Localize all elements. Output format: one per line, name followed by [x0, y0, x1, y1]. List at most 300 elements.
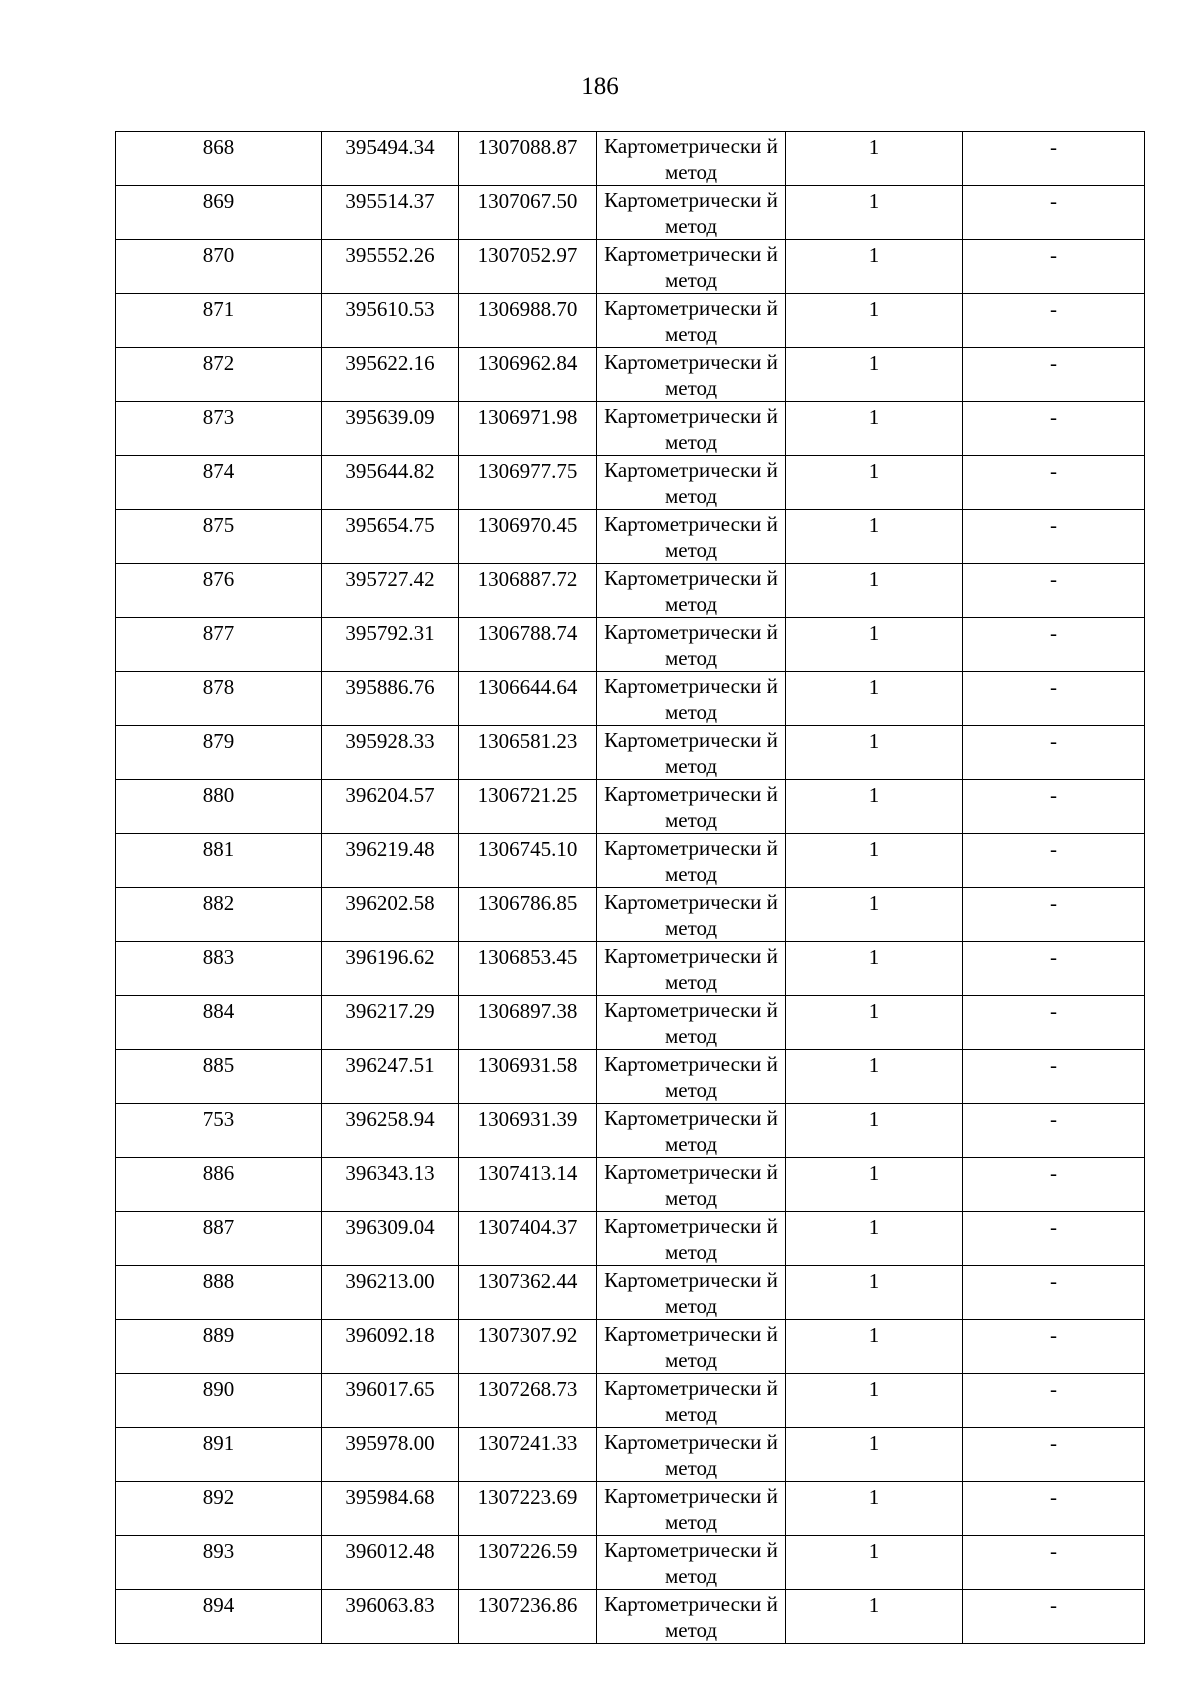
note-cell-text: - — [1050, 1215, 1057, 1239]
note-cell-text: - — [1050, 1323, 1057, 1347]
y-coordinate-cell-text: 1307307.92 — [477, 1323, 578, 1347]
y-coordinate-cell — [459, 186, 597, 240]
note-cell — [963, 780, 1145, 834]
y-coordinate-cell — [459, 294, 597, 348]
point-number-cell — [116, 1590, 322, 1644]
note-cell — [963, 1104, 1145, 1158]
accuracy-cell-text: 1 — [868, 1539, 880, 1563]
point-number-cell-text: 870 — [202, 243, 235, 267]
x-coordinate-cell — [322, 1266, 459, 1320]
x-coordinate-cell — [322, 618, 459, 672]
accuracy-cell-text: 1 — [868, 243, 880, 267]
note-cell — [963, 834, 1145, 888]
accuracy-cell — [786, 672, 963, 726]
point-number-cell-text: 871 — [202, 297, 235, 321]
x-coordinate-cell-text: 395792.31 — [345, 621, 435, 645]
point-number-cell-text: 885 — [202, 1053, 235, 1077]
note-cell-text: - — [1050, 1269, 1057, 1293]
point-number-cell — [116, 834, 322, 888]
y-coordinate-cell — [459, 1482, 597, 1536]
point-number-cell — [116, 888, 322, 942]
method-cell-text: Картометрически й метод — [604, 1322, 778, 1372]
point-number-cell — [116, 942, 322, 996]
y-coordinate-cell-text: 1307052.97 — [477, 243, 578, 267]
x-coordinate-cell-text: 396217.29 — [345, 999, 435, 1023]
y-coordinate-cell-text: 1306786.85 — [477, 891, 578, 915]
point-number-cell — [116, 186, 322, 240]
y-coordinate-cell — [459, 1104, 597, 1158]
table-row — [116, 564, 1145, 618]
note-cell-text: - — [1050, 1107, 1057, 1131]
point-number-cell — [116, 1428, 322, 1482]
accuracy-cell-text: 1 — [868, 135, 880, 159]
x-coordinate-cell — [322, 1374, 459, 1428]
note-cell — [963, 564, 1145, 618]
note-cell-text: - — [1050, 1053, 1057, 1077]
y-coordinate-cell-text: 1306853.45 — [477, 945, 578, 969]
y-coordinate-cell — [459, 348, 597, 402]
method-cell-text: Картометрически й метод — [604, 566, 778, 616]
table-row — [116, 402, 1145, 456]
accuracy-cell-text: 1 — [868, 1593, 880, 1617]
method-cell-text: Картометрически й метод — [604, 134, 778, 184]
accuracy-cell — [786, 888, 963, 942]
accuracy-cell-text: 1 — [868, 945, 880, 969]
accuracy-cell — [786, 1266, 963, 1320]
method-cell — [597, 1266, 786, 1320]
note-cell — [963, 348, 1145, 402]
note-cell — [963, 996, 1145, 1050]
method-cell-text: Картометрически й метод — [604, 512, 778, 562]
table-row — [116, 348, 1145, 402]
method-cell-text: Картометрически й метод — [604, 620, 778, 670]
y-coordinate-cell — [459, 1266, 597, 1320]
table-row — [116, 294, 1145, 348]
y-coordinate-cell — [459, 132, 597, 186]
method-cell — [597, 510, 786, 564]
x-coordinate-cell — [322, 1050, 459, 1104]
point-number-cell-text: 874 — [202, 459, 235, 483]
note-cell — [963, 1320, 1145, 1374]
accuracy-cell-text: 1 — [868, 1107, 880, 1131]
accuracy-cell — [786, 834, 963, 888]
method-cell — [597, 1320, 786, 1374]
table-row — [116, 888, 1145, 942]
note-cell-text: - — [1050, 945, 1057, 969]
x-coordinate-cell — [322, 402, 459, 456]
y-coordinate-cell-text: 1307088.87 — [477, 135, 578, 159]
method-cell-text: Картометрически й метод — [604, 296, 778, 346]
method-cell — [597, 726, 786, 780]
x-coordinate-cell-text: 396219.48 — [345, 837, 435, 861]
note-cell-text: - — [1050, 297, 1057, 321]
point-number-cell — [116, 1536, 322, 1590]
x-coordinate-cell — [322, 888, 459, 942]
y-coordinate-cell-text: 1307362.44 — [477, 1269, 578, 1293]
method-cell — [597, 132, 786, 186]
point-number-cell — [116, 294, 322, 348]
accuracy-cell-text: 1 — [868, 783, 880, 807]
x-coordinate-cell — [322, 1482, 459, 1536]
method-cell — [597, 1482, 786, 1536]
note-cell-text: - — [1050, 459, 1057, 483]
x-coordinate-cell — [322, 240, 459, 294]
point-number-cell — [116, 240, 322, 294]
note-cell — [963, 1212, 1145, 1266]
method-cell — [597, 1374, 786, 1428]
x-coordinate-cell — [322, 1428, 459, 1482]
point-number-cell — [116, 1374, 322, 1428]
table-row — [116, 996, 1145, 1050]
point-number-cell — [116, 996, 322, 1050]
point-number-cell-text: 868 — [202, 135, 235, 159]
table-row — [116, 1158, 1145, 1212]
accuracy-cell-text: 1 — [868, 837, 880, 861]
x-coordinate-cell — [322, 1104, 459, 1158]
accuracy-cell-text: 1 — [868, 891, 880, 915]
method-cell — [597, 1212, 786, 1266]
x-coordinate-cell-text: 395984.68 — [345, 1485, 435, 1509]
note-cell — [963, 1266, 1145, 1320]
accuracy-cell-text: 1 — [868, 405, 880, 429]
note-cell-text: - — [1050, 405, 1057, 429]
accuracy-cell — [786, 510, 963, 564]
y-coordinate-cell-text: 1307223.69 — [477, 1485, 578, 1509]
y-coordinate-cell-text: 1306962.84 — [477, 351, 578, 375]
table-row — [116, 780, 1145, 834]
method-cell — [597, 1050, 786, 1104]
y-coordinate-cell-text: 1306581.23 — [477, 729, 578, 753]
note-cell-text: - — [1050, 567, 1057, 591]
note-cell — [963, 1158, 1145, 1212]
note-cell — [963, 1428, 1145, 1482]
note-cell-text: - — [1050, 1431, 1057, 1455]
accuracy-cell — [786, 1104, 963, 1158]
y-coordinate-cell — [459, 1374, 597, 1428]
y-coordinate-cell-text: 1306745.10 — [477, 837, 578, 861]
note-cell-text: - — [1050, 1485, 1057, 1509]
y-coordinate-cell — [459, 402, 597, 456]
method-cell-text: Картометрически й метод — [604, 1052, 778, 1102]
x-coordinate-cell-text: 395552.26 — [345, 243, 435, 267]
table-row — [116, 1374, 1145, 1428]
method-cell — [597, 1104, 786, 1158]
y-coordinate-cell — [459, 834, 597, 888]
point-number-cell-text: 873 — [202, 405, 235, 429]
x-coordinate-cell-text: 396309.04 — [345, 1215, 435, 1239]
x-coordinate-cell-text: 395978.00 — [345, 1431, 435, 1455]
note-cell-text: - — [1050, 513, 1057, 537]
accuracy-cell — [786, 1320, 963, 1374]
method-cell-text: Картометрически й метод — [604, 1268, 778, 1318]
accuracy-cell-text: 1 — [868, 1215, 880, 1239]
table-row — [116, 1212, 1145, 1266]
point-number-cell — [116, 1158, 322, 1212]
note-cell — [963, 186, 1145, 240]
point-number-cell-text: 892 — [202, 1485, 235, 1509]
method-cell-text: Картометрически й метод — [604, 1106, 778, 1156]
x-coordinate-cell-text: 396258.94 — [345, 1107, 435, 1131]
table-row — [116, 1320, 1145, 1374]
accuracy-cell — [786, 402, 963, 456]
x-coordinate-cell-text: 396196.62 — [345, 945, 435, 969]
y-coordinate-cell-text: 1306931.39 — [477, 1107, 578, 1131]
y-coordinate-cell — [459, 672, 597, 726]
accuracy-cell — [786, 618, 963, 672]
accuracy-cell-text: 1 — [868, 351, 880, 375]
method-cell-text: Картометрически й метод — [604, 782, 778, 832]
y-coordinate-cell — [459, 1590, 597, 1644]
method-cell — [597, 1536, 786, 1590]
x-coordinate-cell-text: 395886.76 — [345, 675, 435, 699]
point-number-cell — [116, 1482, 322, 1536]
point-number-cell — [116, 402, 322, 456]
y-coordinate-cell — [459, 942, 597, 996]
x-coordinate-cell-text: 396017.65 — [345, 1377, 435, 1401]
method-cell-text: Картометрически й метод — [604, 188, 778, 238]
y-coordinate-cell — [459, 1158, 597, 1212]
point-number-cell-text: 875 — [202, 513, 235, 537]
y-coordinate-cell — [459, 780, 597, 834]
note-cell — [963, 456, 1145, 510]
point-number-cell — [116, 1320, 322, 1374]
table-row — [116, 240, 1145, 294]
x-coordinate-cell — [322, 294, 459, 348]
x-coordinate-cell-text: 396063.83 — [345, 1593, 435, 1617]
method-cell-text: Картометрически й метод — [604, 404, 778, 454]
x-coordinate-cell-text: 396204.57 — [345, 783, 435, 807]
method-cell — [597, 888, 786, 942]
note-cell — [963, 1374, 1145, 1428]
note-cell-text: - — [1050, 837, 1057, 861]
method-cell-text: Картометрически й метод — [604, 242, 778, 292]
point-number-cell-text: 886 — [202, 1161, 235, 1185]
y-coordinate-cell-text: 1307413.14 — [477, 1161, 578, 1185]
y-coordinate-cell — [459, 456, 597, 510]
method-cell-text: Картометрически й метод — [604, 998, 778, 1048]
y-coordinate-cell-text: 1307236.86 — [477, 1593, 578, 1617]
accuracy-cell-text: 1 — [868, 1269, 880, 1293]
point-number-cell — [116, 564, 322, 618]
method-cell — [597, 564, 786, 618]
method-cell-text: Картометрически й метод — [604, 350, 778, 400]
x-coordinate-cell-text: 395610.53 — [345, 297, 435, 321]
point-number-cell — [116, 1266, 322, 1320]
x-coordinate-cell-text: 395622.16 — [345, 351, 435, 375]
x-coordinate-cell — [322, 1212, 459, 1266]
note-cell-text: - — [1050, 783, 1057, 807]
table-row — [116, 1482, 1145, 1536]
y-coordinate-cell-text: 1307067.50 — [477, 189, 578, 213]
method-cell-text: Картометрически й метод — [604, 1214, 778, 1264]
note-cell — [963, 402, 1145, 456]
accuracy-cell — [786, 1158, 963, 1212]
point-number-cell — [116, 618, 322, 672]
accuracy-cell — [786, 1374, 963, 1428]
method-cell — [597, 942, 786, 996]
method-cell — [597, 402, 786, 456]
method-cell — [597, 1590, 786, 1644]
y-coordinate-cell — [459, 1536, 597, 1590]
y-coordinate-cell-text: 1306644.64 — [477, 675, 578, 699]
point-number-cell-text: 891 — [202, 1431, 235, 1455]
y-coordinate-cell — [459, 1050, 597, 1104]
note-cell — [963, 1482, 1145, 1536]
point-number-cell-text: 884 — [202, 999, 235, 1023]
x-coordinate-cell — [322, 1536, 459, 1590]
accuracy-cell-text: 1 — [868, 297, 880, 321]
point-number-cell — [116, 348, 322, 402]
accuracy-cell-text: 1 — [868, 1053, 880, 1077]
method-cell — [597, 240, 786, 294]
point-number-cell-text: 872 — [202, 351, 235, 375]
point-number-cell-text: 893 — [202, 1539, 235, 1563]
accuracy-cell — [786, 996, 963, 1050]
y-coordinate-cell — [459, 726, 597, 780]
table-row — [116, 834, 1145, 888]
x-coordinate-cell — [322, 672, 459, 726]
y-coordinate-cell — [459, 564, 597, 618]
note-cell — [963, 1590, 1145, 1644]
accuracy-cell — [786, 1050, 963, 1104]
table-row — [116, 942, 1145, 996]
accuracy-cell-text: 1 — [868, 1377, 880, 1401]
point-number-cell-text: 879 — [202, 729, 235, 753]
x-coordinate-cell — [322, 834, 459, 888]
accuracy-cell — [786, 240, 963, 294]
accuracy-cell-text: 1 — [868, 513, 880, 537]
method-cell — [597, 780, 786, 834]
accuracy-cell — [786, 564, 963, 618]
accuracy-cell-text: 1 — [868, 189, 880, 213]
accuracy-cell — [786, 1536, 963, 1590]
method-cell — [597, 456, 786, 510]
method-cell-text: Картометрически й метод — [604, 1376, 778, 1426]
accuracy-cell-text: 1 — [868, 459, 880, 483]
x-coordinate-cell-text: 395727.42 — [345, 567, 435, 591]
y-coordinate-cell-text: 1307241.33 — [477, 1431, 578, 1455]
method-cell-text: Картометрически й метод — [604, 728, 778, 778]
accuracy-cell — [786, 186, 963, 240]
method-cell — [597, 186, 786, 240]
note-cell — [963, 888, 1145, 942]
note-cell — [963, 132, 1145, 186]
x-coordinate-cell-text: 395654.75 — [345, 513, 435, 537]
table-row — [116, 1590, 1145, 1644]
x-coordinate-cell — [322, 132, 459, 186]
table-row — [116, 186, 1145, 240]
method-cell — [597, 996, 786, 1050]
accuracy-cell — [786, 132, 963, 186]
point-number-cell-text: 876 — [202, 567, 235, 591]
table-row — [116, 132, 1145, 186]
table-row — [116, 1536, 1145, 1590]
table-row — [116, 510, 1145, 564]
point-number-cell — [116, 1212, 322, 1266]
method-cell — [597, 1428, 786, 1482]
y-coordinate-cell — [459, 618, 597, 672]
table-body — [116, 132, 1145, 1644]
y-coordinate-cell — [459, 240, 597, 294]
y-coordinate-cell-text: 1307268.73 — [477, 1377, 578, 1401]
accuracy-cell — [786, 726, 963, 780]
method-cell-text: Картометрически й метод — [604, 1538, 778, 1588]
y-coordinate-cell-text: 1306970.45 — [477, 513, 578, 537]
accuracy-cell — [786, 1482, 963, 1536]
accuracy-cell — [786, 1212, 963, 1266]
y-coordinate-cell-text: 1306887.72 — [477, 567, 578, 591]
point-number-cell — [116, 780, 322, 834]
note-cell — [963, 672, 1145, 726]
point-number-cell-text: 880 — [202, 783, 235, 807]
x-coordinate-cell — [322, 780, 459, 834]
point-number-cell-text: 881 — [202, 837, 235, 861]
table-row — [116, 1266, 1145, 1320]
accuracy-cell-text: 1 — [868, 1323, 880, 1347]
note-cell-text: - — [1050, 189, 1057, 213]
method-cell-text: Картометрически й метод — [604, 944, 778, 994]
note-cell-text: - — [1050, 1593, 1057, 1617]
note-cell — [963, 294, 1145, 348]
table-row — [116, 1428, 1145, 1482]
point-number-cell-text: 887 — [202, 1215, 235, 1239]
x-coordinate-cell-text: 395644.82 — [345, 459, 435, 483]
accuracy-cell-text: 1 — [868, 567, 880, 591]
y-coordinate-cell — [459, 510, 597, 564]
x-coordinate-cell — [322, 942, 459, 996]
x-coordinate-cell-text: 396092.18 — [345, 1323, 435, 1347]
point-number-cell-text: 882 — [202, 891, 235, 915]
point-number-cell-text: 889 — [202, 1323, 235, 1347]
accuracy-cell-text: 1 — [868, 1485, 880, 1509]
point-number-cell-text: 877 — [202, 621, 235, 645]
coordinates-table — [115, 131, 1145, 1644]
y-coordinate-cell — [459, 1212, 597, 1266]
y-coordinate-cell — [459, 1320, 597, 1374]
x-coordinate-cell-text: 396247.51 — [345, 1053, 435, 1077]
x-coordinate-cell — [322, 456, 459, 510]
method-cell — [597, 294, 786, 348]
page-number: 186 — [581, 73, 619, 100]
point-number-cell — [116, 510, 322, 564]
accuracy-cell — [786, 348, 963, 402]
accuracy-cell — [786, 942, 963, 996]
accuracy-cell — [786, 780, 963, 834]
accuracy-cell-text: 1 — [868, 999, 880, 1023]
x-coordinate-cell-text: 395639.09 — [345, 405, 435, 429]
method-cell-text: Картометрически й метод — [604, 1484, 778, 1534]
point-number-cell-text: 894 — [202, 1593, 235, 1617]
method-cell — [597, 618, 786, 672]
method-cell-text: Картометрически й метод — [604, 836, 778, 886]
accuracy-cell — [786, 1428, 963, 1482]
accuracy-cell-text: 1 — [868, 621, 880, 645]
y-coordinate-cell-text: 1306931.58 — [477, 1053, 578, 1077]
y-coordinate-cell-text: 1306971.98 — [477, 405, 578, 429]
point-number-cell-text: 883 — [202, 945, 235, 969]
table-row — [116, 456, 1145, 510]
x-coordinate-cell — [322, 1590, 459, 1644]
method-cell-text: Картометрически й метод — [604, 1592, 778, 1642]
method-cell-text: Картометрически й метод — [604, 674, 778, 724]
note-cell-text: - — [1050, 1161, 1057, 1185]
point-number-cell — [116, 1104, 322, 1158]
note-cell-text: - — [1050, 1539, 1057, 1563]
y-coordinate-cell-text: 1307404.37 — [477, 1215, 578, 1239]
accuracy-cell-text: 1 — [868, 1161, 880, 1185]
note-cell — [963, 240, 1145, 294]
point-number-cell — [116, 672, 322, 726]
